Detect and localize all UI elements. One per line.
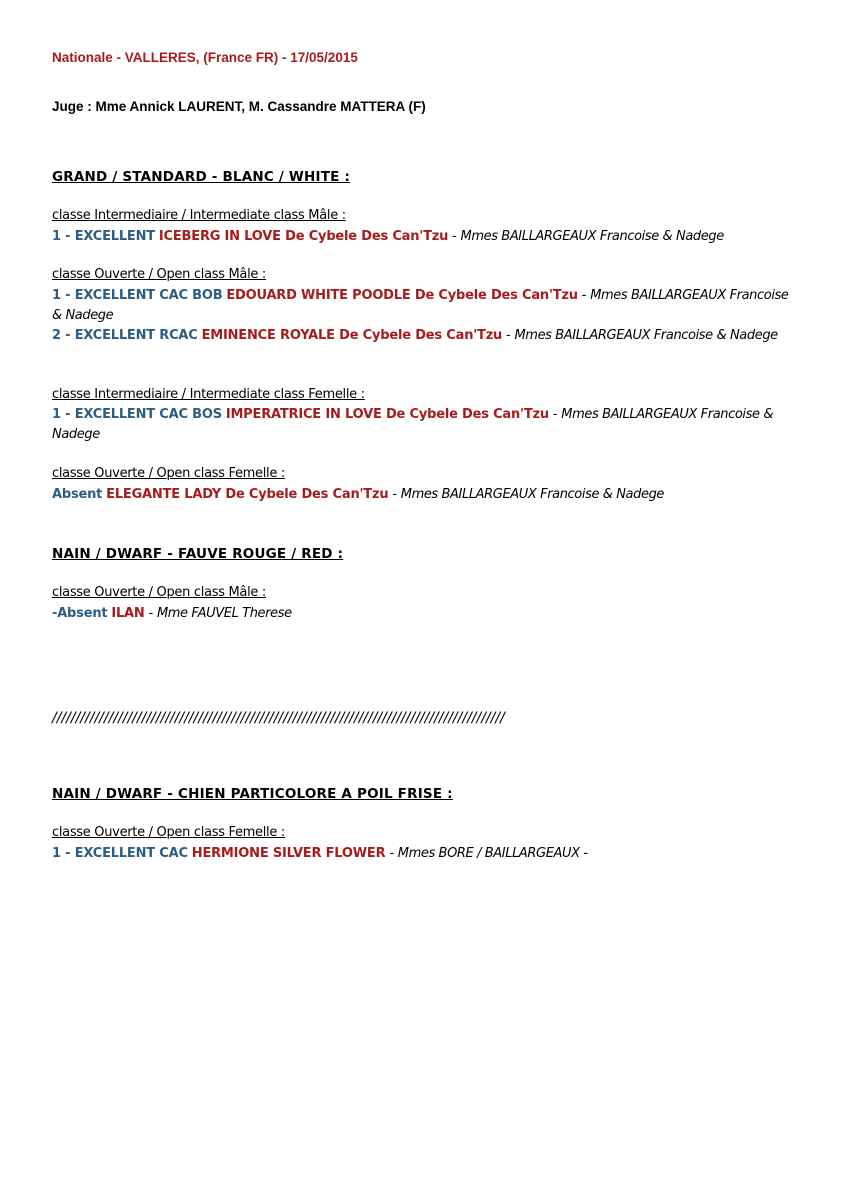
entry-dog-name: ELEGANTE LADY De Cybele Des Can'Tzu xyxy=(106,487,389,502)
entry-separator: - xyxy=(385,846,398,861)
entry-line xyxy=(52,286,792,326)
show-title: Nationale - VALLERES, (France FR) - 17/05/2015 xyxy=(52,50,358,65)
entry-separator: - xyxy=(144,606,157,621)
entry-dog-name: IMPERATRICE IN LOVE De Cybele Des Can'Tzu xyxy=(225,407,549,422)
entry-line xyxy=(52,604,792,624)
entry-owner: Mme FAUVEL Therese xyxy=(156,606,292,621)
class-label: classe Intermediaire / Intermediate class Femelle : xyxy=(52,387,365,402)
entry-result: 1 - EXCELLENT CAC BOB xyxy=(52,288,223,303)
entry-owner: Mmes BAILLARGEAUX Francoise & Nadege xyxy=(514,328,778,343)
section-heading-dwarf-red: NAIN / DWARF - FAUVE ROUGE / RED : xyxy=(52,546,344,562)
entry-owner: Mmes BAILLARGEAUX Francoise & Nadege xyxy=(52,407,774,442)
entry-owner: Mmes BORE / BAILLARGEAUX - xyxy=(397,846,588,861)
divider-slashes: //////////////////////////////////////////////////////////////////////////////////////////////// xyxy=(52,710,505,726)
entry-separator: - xyxy=(448,229,461,244)
section-heading-dwarf-particolour: NAIN / DWARF - CHIEN PARTICOLORE A POIL FRISE : xyxy=(52,786,453,802)
entry-owner: Mmes BAILLARGEAUX Francoise & Nadege xyxy=(52,288,789,323)
entry-line xyxy=(52,485,792,505)
entry-dog-name: ILAN xyxy=(111,606,145,621)
class-label: classe Ouverte / Open class Femelle : xyxy=(52,466,285,481)
entry-line xyxy=(52,844,792,864)
entry-result: Absent xyxy=(52,487,103,502)
entry-dog-name: HERMIONE SILVER FLOWER xyxy=(191,846,386,861)
entry-dog-name: EMINENCE ROYALE De Cybele Des Can'Tzu xyxy=(201,328,503,343)
entry-result: 1 - EXCELLENT CAC BOS xyxy=(52,407,222,422)
entry-line xyxy=(52,326,792,346)
class-label: classe Ouverte / Open class Mâle : xyxy=(52,267,267,282)
entry-result: 1 - EXCELLENT CAC xyxy=(52,846,188,861)
entry-separator: - xyxy=(548,407,562,422)
entry-dog-name: ICEBERG IN LOVE De Cybele Des Can'Tzu xyxy=(158,229,449,244)
entry-line xyxy=(52,405,792,445)
entry-result: -Absent xyxy=(52,606,108,621)
entry-owner: Mmes BAILLARGEAUX Francoise & Nadege xyxy=(460,229,724,244)
entry-result: 2 - EXCELLENT RCAC xyxy=(52,328,198,343)
class-label: classe Ouverte / Open class Mâle : xyxy=(52,585,267,600)
entry-dog-name: EDOUARD WHITE POODLE De Cybele Des Can'Tzu xyxy=(226,288,578,303)
entry-separator: - xyxy=(577,288,591,303)
class-label: classe Intermediaire / Intermediate class Mâle : xyxy=(52,208,346,223)
entry-separator: - xyxy=(388,487,401,502)
class-label: classe Ouverte / Open class Femelle : xyxy=(52,825,285,840)
entry-line xyxy=(52,227,792,247)
judge-line: Juge : Mme Annick LAURENT, M. Cassandre MATTERA (F) xyxy=(52,99,426,114)
entry-separator: - xyxy=(502,328,515,343)
entry-result: 1 - EXCELLENT xyxy=(52,229,155,244)
section-heading-standard-white: GRAND / STANDARD - BLANC / WHITE : xyxy=(52,169,351,185)
entry-owner: Mmes BAILLARGEAUX Francoise & Nadege xyxy=(400,487,665,502)
